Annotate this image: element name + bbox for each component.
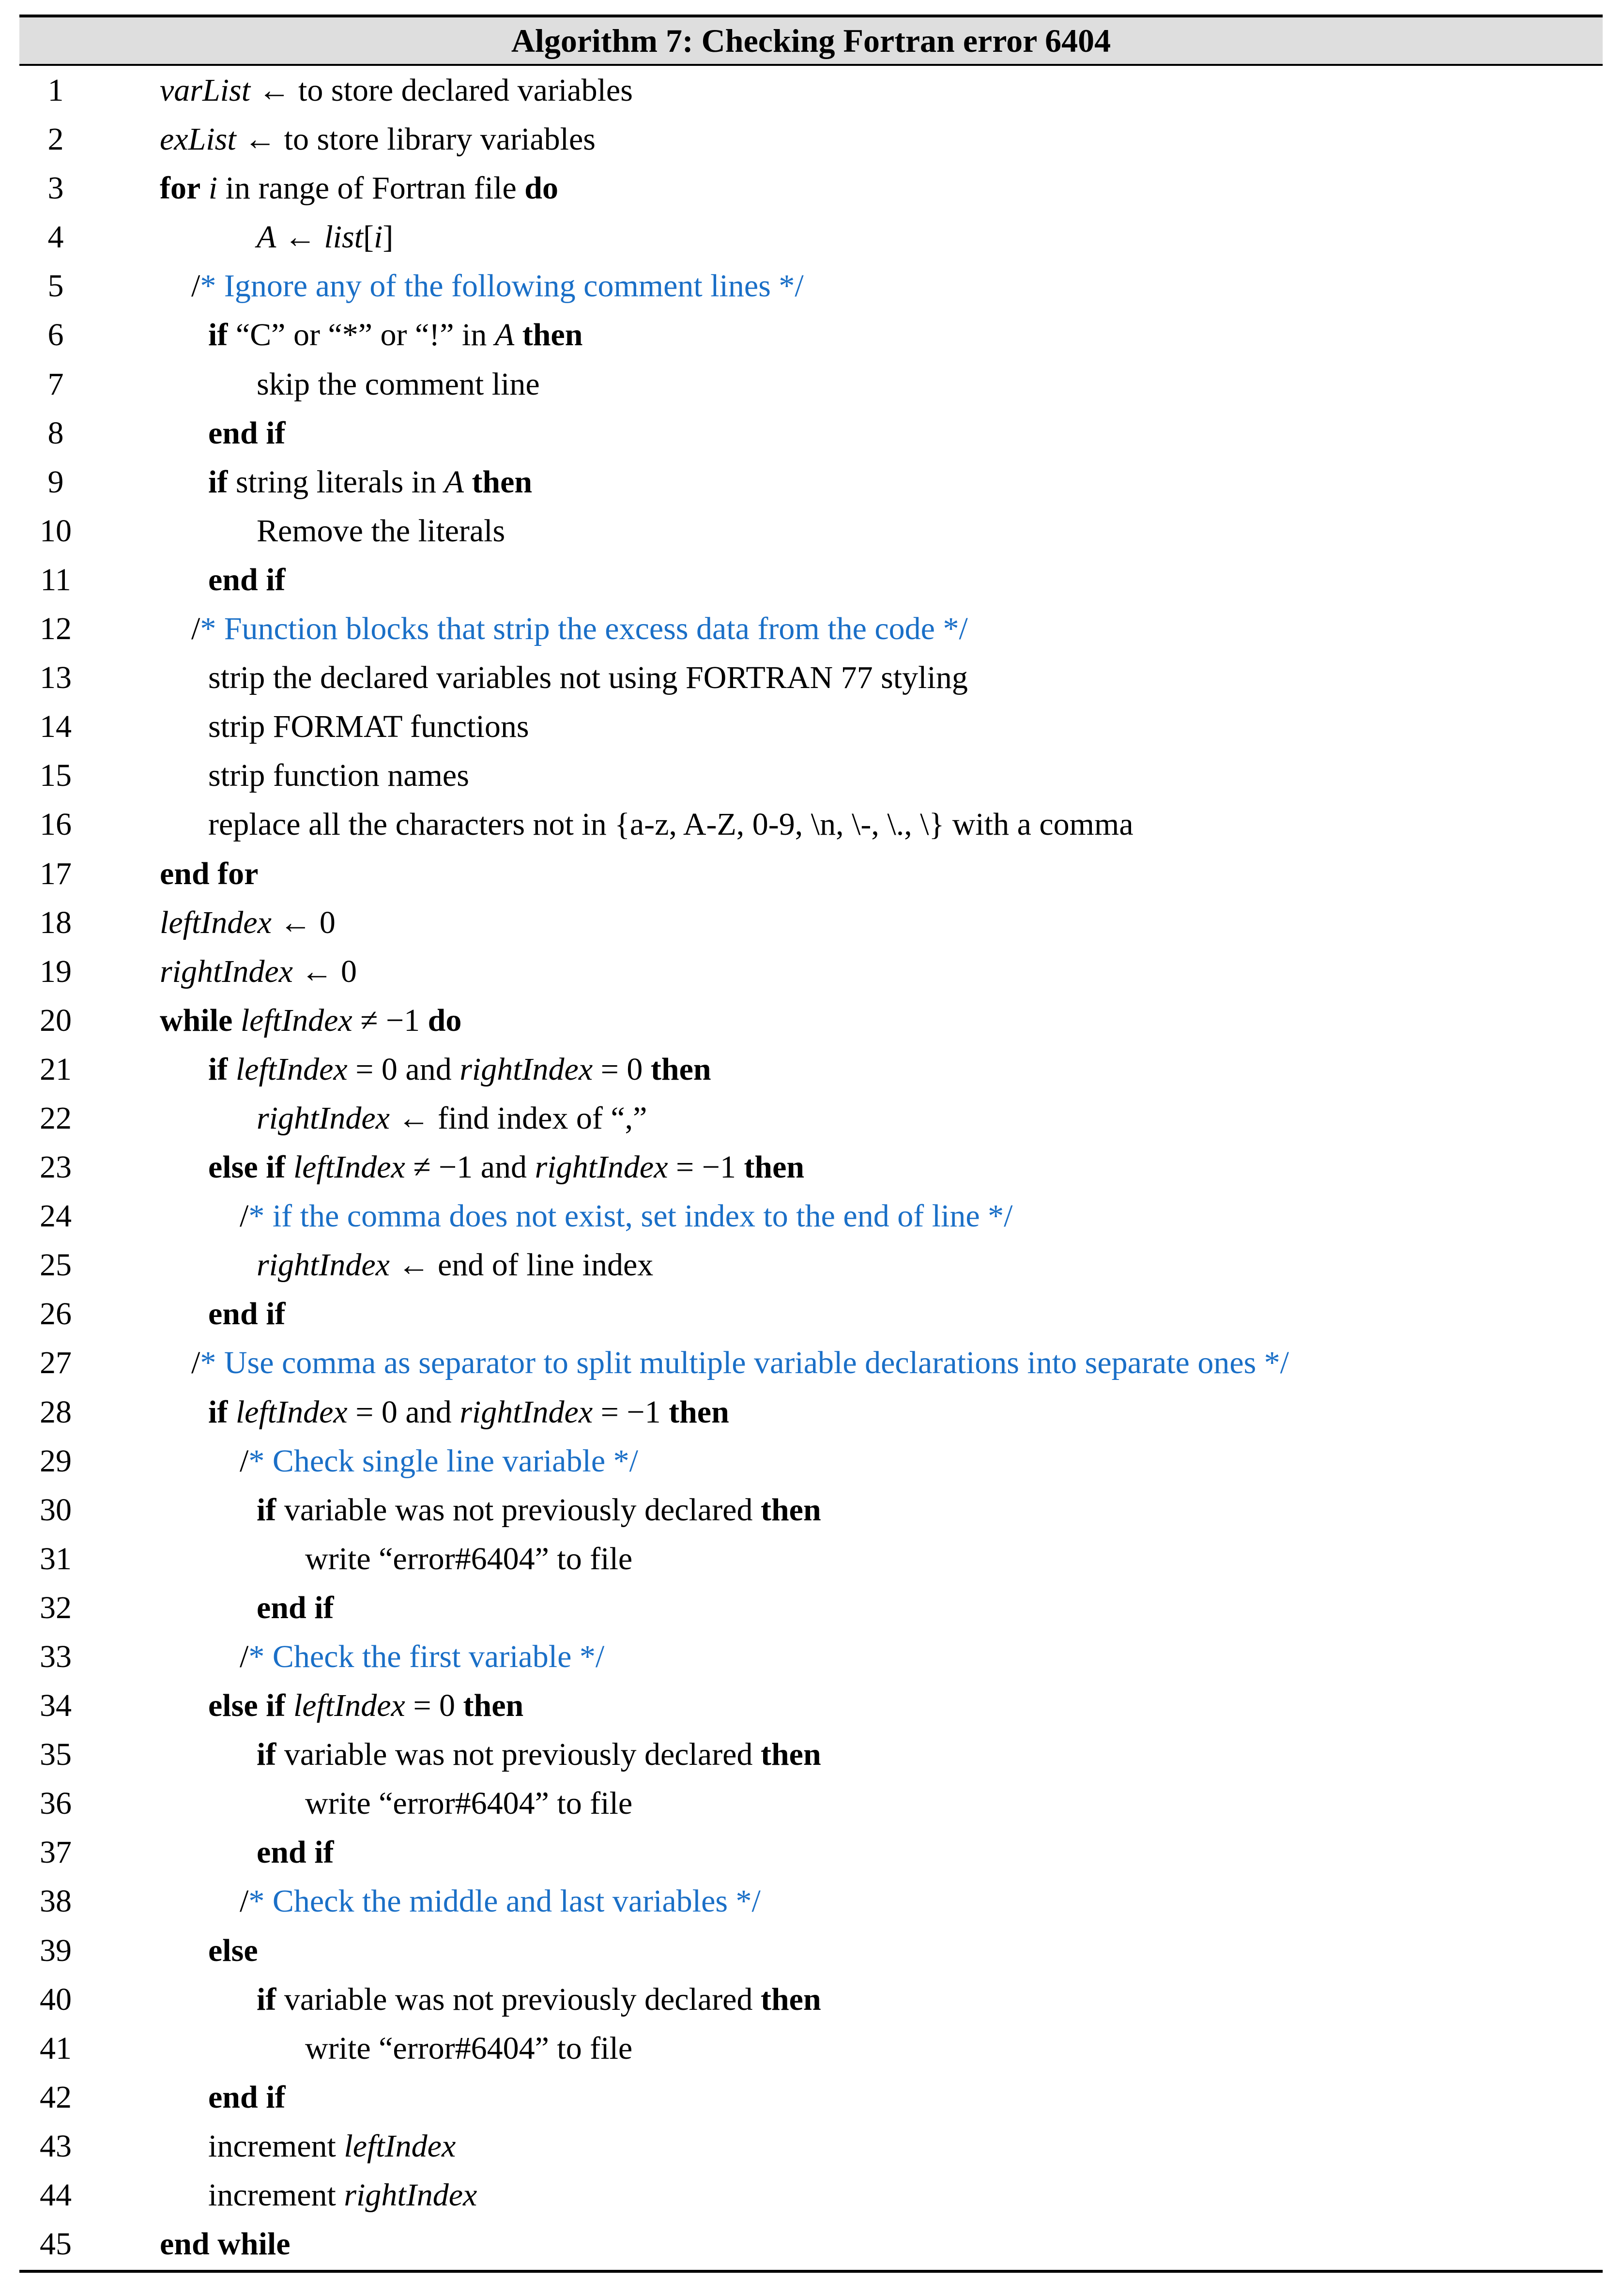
line-number: 5 <box>47 268 64 304</box>
algorithm-line <box>19 1289 1603 1338</box>
algorithm-line <box>19 506 1603 555</box>
line-code <box>208 310 582 359</box>
line-number: 24 <box>40 1198 72 1234</box>
code-text: / <box>240 1198 249 1234</box>
code-text: / <box>191 1345 200 1381</box>
line-code <box>257 360 540 409</box>
algorithm-line <box>19 2024 1603 2073</box>
code-text: write “error#6404” to file <box>305 1541 633 1577</box>
algorithm-line <box>19 898 1603 947</box>
line-number: 17 <box>40 856 72 891</box>
keyword: then <box>472 464 533 500</box>
algorithm-line <box>19 1877 1603 1926</box>
line-number: 25 <box>40 1247 72 1283</box>
keyword: end while <box>160 2226 291 2262</box>
algorithm-line <box>19 1437 1603 1485</box>
line-code <box>257 1240 653 1289</box>
line-number: 31 <box>40 1541 72 1577</box>
line-number: 30 <box>40 1492 72 1528</box>
line-number: 39 <box>40 1932 72 1968</box>
line-code <box>191 604 968 653</box>
identifier: rightIndex <box>535 1149 668 1185</box>
line-number: 21 <box>40 1051 72 1087</box>
line-code <box>305 2024 632 2073</box>
line-code <box>257 1730 821 1779</box>
keyword: end if <box>257 1590 334 1625</box>
identifier: rightIndex <box>257 1100 390 1136</box>
algorithm-line <box>19 115 1603 164</box>
algorithm-line <box>19 1828 1603 1877</box>
line-number: 37 <box>40 1835 72 1870</box>
identifier: rightIndex <box>257 1247 390 1283</box>
line-number: 14 <box>40 709 72 745</box>
line-number: 16 <box>40 807 72 842</box>
identifier: rightIndex <box>459 1051 593 1087</box>
line-code <box>208 1289 286 1338</box>
line-code <box>208 458 532 506</box>
algorithm-line <box>19 213 1603 261</box>
algorithm-line <box>19 1143 1603 1192</box>
line-number: 26 <box>40 1296 72 1332</box>
code-text <box>464 464 472 500</box>
identifier: list <box>324 219 364 255</box>
algorithm-line <box>19 1926 1603 1975</box>
identifier: i <box>374 219 383 255</box>
line-code <box>160 898 336 947</box>
algorithm-line <box>19 1338 1603 1387</box>
line-code <box>257 506 505 555</box>
algorithm-line <box>19 261 1603 310</box>
keyword: while <box>160 1002 233 1038</box>
code-text <box>514 317 522 352</box>
line-number: 4 <box>47 219 64 255</box>
algorithm-line <box>19 164 1603 213</box>
line-code <box>257 1828 334 1877</box>
keyword: if <box>208 1394 228 1430</box>
algorithm-line <box>19 2122 1603 2171</box>
line-number: 28 <box>40 1394 72 1430</box>
code-text <box>228 1394 236 1430</box>
line-code <box>208 653 968 702</box>
identifier: leftIndex <box>240 1002 352 1038</box>
line-number: 41 <box>40 2030 72 2066</box>
algorithm-line <box>19 751 1603 800</box>
algorithm-line <box>19 1975 1603 2024</box>
line-number: 20 <box>40 1002 72 1038</box>
keyword: if <box>208 317 228 353</box>
line-number: 7 <box>47 366 64 402</box>
code-text: ≠ −1 <box>352 1002 428 1038</box>
algorithm-line <box>19 849 1603 898</box>
code-text: strip function names <box>208 758 469 794</box>
keyword: end for <box>160 856 259 891</box>
line-number: 8 <box>47 415 64 451</box>
line-code <box>208 702 529 751</box>
line-number: 19 <box>40 953 72 989</box>
line-number: 12 <box>40 611 72 647</box>
line-code <box>240 1192 1013 1240</box>
code-text <box>285 1149 293 1185</box>
keyword: if <box>257 1981 276 2017</box>
line-code <box>240 1632 604 1681</box>
line-code <box>208 2122 456 2171</box>
code-text: ← to store declared variables <box>250 73 633 108</box>
line-code <box>160 947 357 996</box>
code-text: ] <box>383 219 394 255</box>
code-text: write “error#6404” to file <box>305 1786 633 1821</box>
comment: * Use comma as separator to split multiple variable declarations into separate ones */ <box>200 1345 1289 1381</box>
algorithm-line <box>19 702 1603 751</box>
keyword: then <box>522 317 583 353</box>
keyword: end if <box>208 415 286 451</box>
code-text: variable was not previously declared <box>276 1492 761 1528</box>
keyword: if <box>208 464 228 500</box>
code-text <box>285 1688 293 1723</box>
line-number: 10 <box>40 513 72 549</box>
line-code <box>160 66 633 115</box>
line-code <box>160 2219 291 2268</box>
algorithm-line <box>19 1388 1603 1437</box>
line-code <box>191 1338 1289 1387</box>
algorithm-line <box>19 1094 1603 1143</box>
identifier: i <box>208 170 218 206</box>
identifier: leftIndex <box>235 1394 348 1430</box>
algorithm-line <box>19 653 1603 702</box>
code-text: = 0 and <box>347 1051 460 1087</box>
identifier: leftIndex <box>235 1051 348 1087</box>
keyword: then <box>760 1737 821 1773</box>
keyword: then <box>760 1492 821 1528</box>
code-text: = 0 <box>405 1688 463 1724</box>
keyword: then <box>669 1394 729 1430</box>
line-code <box>208 2073 286 2122</box>
line-number: 34 <box>40 1688 72 1724</box>
line-code <box>257 1583 334 1632</box>
code-text: increment <box>208 2177 344 2213</box>
code-text: ≠ −1 and <box>405 1149 535 1185</box>
algorithm-line <box>19 555 1603 604</box>
line-code <box>208 409 286 458</box>
line-code <box>257 213 393 261</box>
algorithm-line <box>19 1632 1603 1681</box>
line-number: 44 <box>40 2177 72 2213</box>
identifier: rightIndex <box>160 953 293 989</box>
code-text: replace all the characters not in {a-z, A-Z, 0-9, \n, \-, \., \} with a comma <box>208 807 1133 842</box>
code-text: = −1 <box>668 1149 744 1185</box>
code-text: strip the declared variables not using FORTRAN 77 styling <box>208 660 968 696</box>
comment: * Ignore any of the following comment lines */ <box>200 268 804 304</box>
line-number: 27 <box>40 1345 72 1381</box>
algorithm-line <box>19 947 1603 996</box>
keyword: end if <box>208 1296 286 1332</box>
code-text <box>228 1052 236 1087</box>
code-text: Remove the literals <box>257 513 505 549</box>
line-code <box>208 1926 258 1975</box>
code-text: = 0 and <box>347 1394 460 1430</box>
code-text: strip FORMAT functions <box>208 709 529 745</box>
keyword: then <box>463 1688 524 1724</box>
keyword: else if <box>208 1149 286 1185</box>
keyword: if <box>257 1492 276 1528</box>
code-text: in range of Fortran file <box>217 170 525 206</box>
line-number: 32 <box>40 1590 72 1625</box>
line-code <box>160 115 596 164</box>
bottom-rule <box>19 2270 1603 2273</box>
line-code <box>208 1388 729 1437</box>
code-text: ← end of line index <box>389 1247 654 1283</box>
algorithm-block <box>19 15 1603 2276</box>
keyword: then <box>760 1981 821 2017</box>
line-number: 2 <box>47 122 64 157</box>
line-code <box>160 849 258 898</box>
identifier: leftIndex <box>344 2128 456 2164</box>
line-number: 15 <box>40 758 72 794</box>
line-code <box>305 1534 632 1583</box>
keyword: else <box>208 1932 258 1968</box>
line-number: 42 <box>40 2079 72 2115</box>
algorithm-line <box>19 800 1603 849</box>
code-text: write “error#6404” to file <box>305 2030 633 2066</box>
algorithm-line <box>19 1192 1603 1240</box>
keyword: end if <box>208 562 286 597</box>
line-code <box>208 1681 523 1730</box>
code-text: skip the comment line <box>257 366 540 402</box>
line-code <box>240 1877 761 1926</box>
line-number: 38 <box>40 1883 72 1919</box>
algorithm-line <box>19 1485 1603 1534</box>
algorithm-line <box>19 1045 1603 1094</box>
line-number: 29 <box>40 1443 72 1479</box>
keyword: end if <box>208 2079 286 2115</box>
keyword: if <box>257 1737 276 1773</box>
line-number: 35 <box>40 1737 72 1773</box>
comment: * if the comma does not exist, set index to the end of line */ <box>248 1198 1013 1234</box>
algorithm-line <box>19 66 1603 115</box>
line-number: 6 <box>47 317 64 353</box>
code-text: / <box>240 1443 249 1479</box>
line-number: 23 <box>40 1149 72 1185</box>
line-code <box>257 1485 821 1534</box>
identifier: rightIndex <box>459 1394 593 1430</box>
identifier: A <box>444 464 464 500</box>
line-number: 3 <box>47 170 64 206</box>
algorithm-line <box>19 360 1603 409</box>
code-text: / <box>191 268 200 304</box>
code-text <box>232 1003 241 1038</box>
line-code <box>208 1143 804 1192</box>
code-text: = 0 <box>593 1051 651 1087</box>
algorithm-line <box>19 604 1603 653</box>
algorithm-line <box>19 1779 1603 1828</box>
line-code <box>208 800 1133 849</box>
identifier: varList <box>160 73 251 108</box>
algorithm-line <box>19 1534 1603 1583</box>
keyword: if <box>208 1051 228 1087</box>
keyword: for <box>160 170 201 206</box>
keyword: else if <box>208 1688 286 1724</box>
code-text: ← to store library variables <box>236 122 596 157</box>
identifier: rightIndex <box>344 2177 477 2213</box>
code-text: / <box>240 1883 249 1919</box>
line-number: 1 <box>47 73 64 108</box>
algorithm-line <box>19 1583 1603 1632</box>
keyword: do <box>428 1002 462 1038</box>
algorithm-line <box>19 2219 1603 2268</box>
identifier: A <box>494 317 515 353</box>
identifier: leftIndex <box>293 1149 405 1185</box>
identifier: A <box>257 219 276 255</box>
line-code <box>257 1094 647 1143</box>
keyword: then <box>744 1149 805 1185</box>
comment: * Check single line variable */ <box>248 1443 638 1479</box>
algorithm-line <box>19 458 1603 506</box>
algorithm-line <box>19 1730 1603 1779</box>
keyword: end if <box>257 1835 334 1870</box>
code-text: “C” or “*” or “!” in <box>228 317 495 353</box>
line-code <box>208 751 469 800</box>
code-text: increment <box>208 2128 344 2164</box>
comment: * Check the first variable */ <box>248 1639 605 1674</box>
comment: * Function blocks that strip the excess data from the code */ <box>200 611 968 647</box>
code-text: variable was not previously declared <box>276 1981 761 2017</box>
line-number: 13 <box>40 660 72 696</box>
algorithm-line <box>19 996 1603 1045</box>
line-number: 36 <box>40 1786 72 1821</box>
algorithm-line <box>19 2073 1603 2122</box>
line-code <box>191 261 804 310</box>
line-code <box>208 2171 477 2219</box>
algorithm-line <box>19 1681 1603 1730</box>
algorithm-lines <box>19 66 1603 2268</box>
algorithm-line <box>19 2171 1603 2219</box>
line-code <box>240 1437 638 1485</box>
algorithm-line <box>19 409 1603 458</box>
code-text: ← find index of “,” <box>389 1100 647 1136</box>
algorithm-title: Algorithm 7: Checking Fortran error 6404 <box>19 17 1603 64</box>
identifier: leftIndex <box>293 1688 405 1724</box>
keyword: do <box>524 170 558 206</box>
code-text: / <box>191 611 200 647</box>
line-number: 33 <box>40 1639 72 1674</box>
line-number: 45 <box>40 2226 72 2262</box>
line-number: 9 <box>47 464 64 500</box>
line-code <box>257 1975 821 2024</box>
code-text: variable was not previously declared <box>276 1737 761 1773</box>
line-code <box>208 555 286 604</box>
line-code <box>160 996 461 1045</box>
line-code <box>208 1045 711 1094</box>
identifier: leftIndex <box>160 904 272 940</box>
algorithm-line <box>19 310 1603 359</box>
code-text: / <box>240 1639 249 1674</box>
line-number: 43 <box>40 2128 72 2164</box>
code-text: string literals in <box>228 464 444 500</box>
algorithm-line <box>19 1240 1603 1289</box>
line-code <box>160 164 558 213</box>
code-text <box>200 170 209 206</box>
code-text: [ <box>363 219 374 255</box>
line-code <box>305 1779 632 1828</box>
keyword: then <box>650 1051 711 1087</box>
code-text: = −1 <box>593 1394 669 1430</box>
line-number: 11 <box>40 562 71 597</box>
line-number: 18 <box>40 904 72 940</box>
code-text: ← 0 <box>292 953 357 989</box>
line-number: 22 <box>40 1100 72 1136</box>
comment: * Check the middle and last variables */ <box>248 1883 761 1919</box>
identifier: exList <box>160 122 236 157</box>
line-number: 40 <box>40 1981 72 2017</box>
code-text: ← <box>276 219 324 255</box>
code-text: ← 0 <box>271 904 336 940</box>
